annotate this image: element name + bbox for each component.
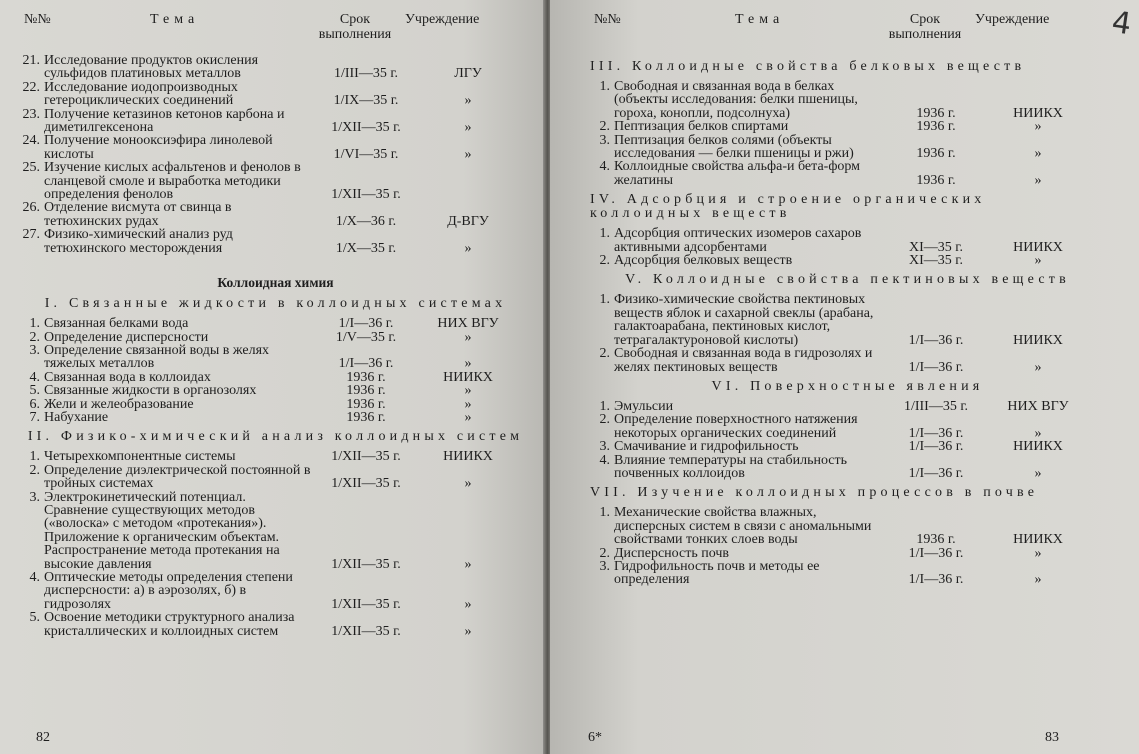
list-item [20,134,531,161]
list-item [20,108,531,135]
item-deadline: 1936 г. [346,369,386,385]
right-page-content [590,12,1105,587]
item-institution: » [464,383,472,399]
list-item [590,440,1105,453]
item-institution: НИИКХ [1013,239,1063,255]
item-topic: Отделение висмута от свинца в тетюхинских рудах [44,200,232,229]
item-number: 24. [22,133,40,149]
item-institution: » [464,240,472,256]
item-topic: Исследование иодопроизводных гетероциклических соединений [44,79,238,109]
right-page [550,0,1139,754]
item-number: 2. [599,119,610,135]
item-institution: ЛГУ [454,66,482,82]
item-topic: Оптические методы определения степени дисперсности: а) в аэрозолях, б) в гидрозолях [44,570,293,612]
section-title: I. Связанные жидкости в коллоидных системах [44,296,507,312]
list-item [20,54,531,81]
header-inst: Учреждение [405,12,480,27]
item-topic: Влияние температуры на стабильность почвенных коллоидов [614,452,848,481]
item-number: 25. [22,160,40,176]
item-number: 1. [599,226,610,242]
list-item [590,134,1105,161]
item-deadline: 1/I—36 г. [908,425,964,441]
item-institution: НИИКХ [1013,105,1063,121]
item-deadline: 1936 г. [916,146,956,162]
items-list [590,80,1105,187]
item-institution: » [464,396,472,412]
section-title: V. Коллоидные свойства пектиновых веществ [625,272,1070,288]
list-item [20,228,531,255]
section-title: IV. Адсорбция и строение органических коллоидных веществ [590,192,986,222]
item-number: 26. [22,200,40,216]
item-number: 21. [22,53,40,68]
list-item [590,160,1105,187]
column-header [590,12,1105,54]
item-topic: Пептизация белков спиртами [614,119,789,135]
item-deadline: 1/I—36 г. [338,356,394,372]
signature-mark: 6* [588,730,602,745]
item-institution: НИИКХ [443,449,493,465]
list-item [20,161,531,201]
item-deadline: 1/XII—35 г. [331,120,401,136]
item-institution: НИХ ВГУ [437,316,499,332]
item-institution: » [1034,172,1042,188]
item-number: 1. [599,292,610,308]
item-number: 1. [29,316,40,332]
item-institution: » [464,93,472,109]
list-item [20,81,531,108]
item-number: 7. [29,409,40,425]
item-topic: Определение поверхностного натяжения некоторых органических соединений [614,412,858,441]
item-institution: » [464,596,472,612]
item-number: 2. [599,253,610,269]
item-number: 3. [599,558,610,574]
items-list [20,317,531,424]
item-deadline: 1/XII—35 г. [331,187,401,203]
item-institution: » [1034,545,1042,561]
header-topic: Тема [150,12,200,27]
list-item [20,371,531,384]
section-heading: Коллоидная химия [217,275,334,291]
item-topic: Гидрофильность почв и методы ее определения [614,558,820,588]
item-institution: » [1034,253,1042,269]
list-item [590,254,1105,267]
item-deadline: 1936 г. [916,532,956,548]
item-topic: Смачивание и гидрофильность [614,439,799,455]
items-list [590,506,1105,586]
item-institution: » [464,623,472,639]
item-topic: Получение кетазинов кетонов карбона и диметилгексенона [44,106,285,136]
list-item [590,227,1105,254]
item-deadline: 1/I—36 г. [908,572,964,588]
list-item [590,347,1105,374]
item-deadline: 1/III—35 г. [903,398,969,414]
item-deadline: 1936 г. [346,383,386,399]
list-item [20,317,531,330]
section-title: VI. Поверхностные явления [711,378,984,394]
header-num: №№ [594,12,621,27]
item-institution: НИИКХ [1013,332,1063,348]
handwritten-mark: 4 [1109,4,1134,43]
list-item [590,120,1105,133]
section-title: VII. Изучение коллоидных процессов в почве [590,485,1039,501]
list-item [20,411,531,424]
item-topic: Получение монооксиэфира линолевой кислоты [44,133,273,162]
item-deadline: 1/I—36 г. [338,316,394,332]
item-deadline: 1/XII—35 г. [331,556,401,572]
item-institution: » [1034,465,1042,481]
section-title: II. Физико-химический анализ коллоидных систем [27,429,524,445]
item-deadline: 1/X—36 г. [335,213,397,229]
item-topic: Определение диэлектрической постоянной в тройных системах [44,462,311,492]
page-number: 82 [36,730,50,745]
item-number: 2. [29,462,40,478]
items-list [590,400,1105,480]
item-topic: Определение дисперсности [44,329,209,345]
item-number: 3. [599,132,610,148]
item-institution: НИИКХ [443,369,493,385]
item-number: 22. [22,79,40,95]
items-list [20,450,531,638]
item-institution: » [464,476,472,492]
item-topic: Связанная вода в коллоидах [44,369,211,385]
item-institution: » [464,146,472,162]
item-topic: Эмульсии [614,398,674,414]
item-deadline: 1/XII—35 г. [331,476,401,492]
item-institution: » [464,356,472,372]
header-topic: Тема [735,12,785,27]
item-institution: » [464,556,472,572]
item-deadline: 1936 г. [916,172,956,188]
header-srok: Срок выполнения [888,12,962,42]
item-deadline: 1/I—36 г. [908,359,964,375]
item-institution: Д-ВГУ [447,213,489,229]
header-srok: Срок выполнения [318,12,392,42]
item-institution: » [1034,119,1042,135]
item-topic: Механические свойства влажных, дисперсных систем в связи с аномальными свойствами тонких слоев воды [614,505,872,548]
item-topic: Связанные жидкости в органозолях [44,383,257,399]
list-item [20,384,531,397]
item-topic: Физико-химический анализ руд тетюхинского месторождения [44,227,233,256]
item-topic: Определение связанной воды в желях тяжелых металлов [44,342,270,372]
item-number: 2. [599,545,610,561]
list-item [590,413,1105,440]
item-topic: Свободная и связанная вода в гидрозолях и желях пектиновых веществ [614,346,873,375]
list-item [20,464,531,491]
item-topic: Свободная и связанная вода в белках (объекты исследования: белки пшеницы, гороха, конопли, подсолнуха) [614,79,858,121]
item-deadline: XI—35 г. [909,239,963,255]
list-item [20,611,531,638]
list-item [590,547,1105,560]
items-list [20,54,531,255]
column-header [20,12,531,54]
left-page-content [20,12,531,638]
item-deadline: 1936 г. [346,396,386,412]
item-deadline: 1/XII—35 г. [331,596,401,612]
item-number: 4. [599,159,610,175]
list-item [20,201,531,228]
item-deadline: 1936 г. [916,119,956,135]
item-topic: Адсорбция белковых веществ [614,253,793,269]
item-topic: Физико-химические свойства пектиновых веществ яблок и сахарной свеклы (арабана, галактоарабана, пектиновых кислот, тетрагалактуроновой кислоты) [614,292,874,348]
item-deadline: 1/III—35 г. [333,66,399,82]
item-number: 23. [22,106,40,122]
list-item [590,506,1105,546]
item-number: 1. [599,398,610,414]
item-topic: Пептизация белков солями (объекты исследования — белки пшеницы и ржи) [614,132,854,162]
item-topic: Коллоидные свойства альфа-и бета-форм желатины [614,159,861,188]
item-number: 4. [599,452,610,468]
item-deadline: 1/I—36 г. [908,545,964,561]
item-number: 3. [29,489,40,505]
item-deadline: 1936 г. [346,409,386,425]
item-number: 6. [29,396,40,412]
item-number: 3. [599,439,610,455]
item-number: 1. [29,449,40,465]
item-topic: Изучение кислых асфальтенов и фенолов в сланцевой смоле и выработка методики определения фенолов [44,160,301,203]
item-number: 1. [599,505,610,521]
item-number: 2. [29,329,40,345]
list-item [20,571,531,611]
item-institution: » [464,120,472,136]
section-title: III. Коллоидные свойства белковых веществ [590,59,1026,74]
item-institution: НИХ ВГУ [1007,398,1069,414]
item-deadline: 1/X—35 г. [335,240,397,256]
item-deadline: 1/VI—35 г. [333,146,399,162]
item-topic: Электрокинетический потенциал. Сравнение существующих методов («волоска» с методом «протекания»). Приложение к органическим объектам. Распространение метода протекания на высокие давления [44,489,280,572]
list-item [20,450,531,463]
item-institution: НИИКХ [1013,439,1063,455]
item-deadline: 1/I—36 г. [908,465,964,481]
item-topic: Исследование продуктов окисления сульфидов платиновых металлов [44,53,259,82]
left-page [0,0,545,754]
item-number: 5. [29,610,40,626]
item-deadline: 1/I—36 г. [908,332,964,348]
item-topic: Адсорбция оптических изомеров сахаров активными адсорбентами [614,226,862,255]
list-item [590,560,1105,587]
item-deadline: 1/V—35 г. [335,329,397,345]
item-deadline: XI—35 г. [909,253,963,269]
list-item [20,331,531,344]
item-institution: » [1034,425,1042,441]
item-number: 27. [22,227,40,243]
item-institution: » [464,409,472,425]
item-institution: » [1034,359,1042,375]
item-number: 4. [29,369,40,385]
item-deadline: 1936 г. [916,105,956,121]
list-item [590,293,1105,347]
item-number: 2. [599,346,610,362]
header-num: №№ [24,12,51,27]
item-number: 3. [29,342,40,358]
item-deadline: 1/I—36 г. [908,439,964,455]
list-item [20,344,531,371]
item-institution: » [1034,572,1042,588]
item-number: 1. [599,79,610,94]
item-topic: Четырехкомпонентные системы [44,449,236,465]
list-item [590,400,1105,413]
items-list [590,227,1105,267]
item-deadline: 1/XII—35 г. [331,623,401,639]
item-number: 4. [29,570,40,585]
item-topic: Связанная белками вода [44,316,189,332]
page-number: 83 [1045,730,1059,745]
item-deadline: 1/IX—35 г. [333,93,399,109]
item-topic: Освоение методики структурного анализа кристаллических и коллоидных систем [44,610,295,639]
item-institution: НИИКХ [1013,532,1063,548]
item-topic: Дисперсность почв [614,545,730,561]
list-item [590,454,1105,481]
item-deadline: 1/XII—35 г. [331,449,401,465]
item-topic: Жели и желеобразование [44,396,194,412]
items-list [590,293,1105,373]
item-number: 5. [29,383,40,399]
list-item [20,491,531,571]
item-institution: » [464,329,472,345]
item-topic: Набухание [44,409,109,425]
item-number: 2. [599,412,610,428]
item-institution: » [1034,146,1042,162]
header-inst: Учреждение [975,12,1050,27]
list-item [20,398,531,411]
list-item [590,80,1105,120]
